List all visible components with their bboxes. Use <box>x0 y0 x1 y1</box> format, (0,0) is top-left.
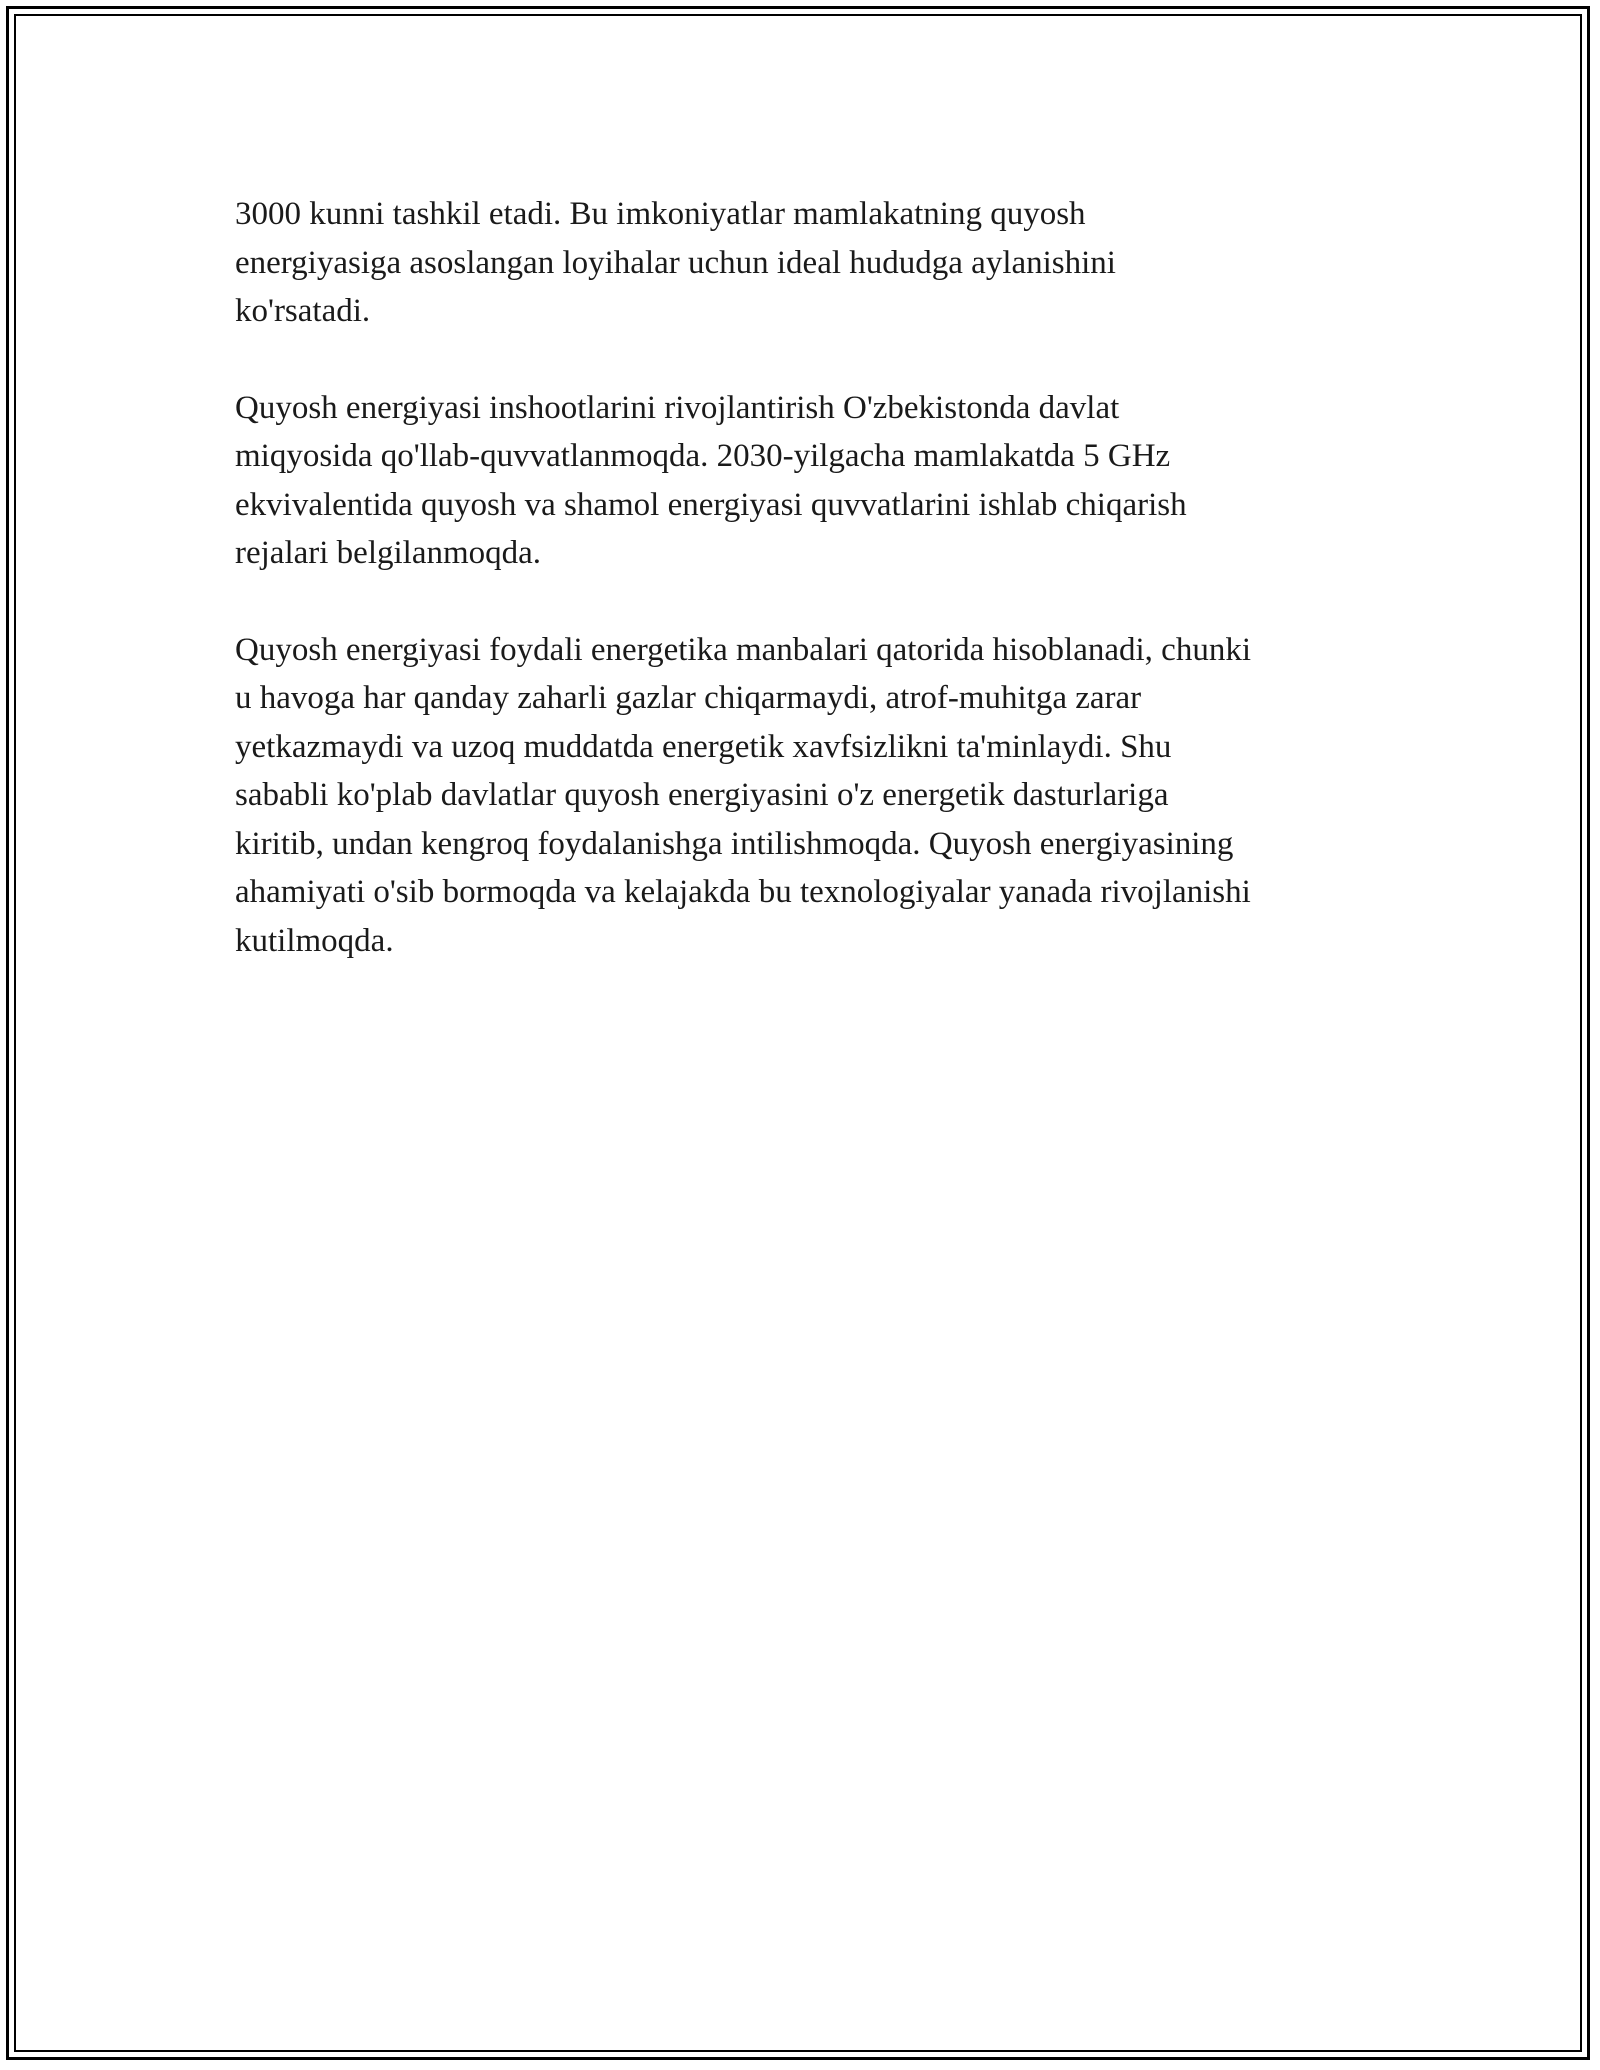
paragraph-3: Quyosh energiyasi foydali energetika manbalari qatorida hisoblanadi, chunki u havoga har qanday zaharli gazlar chiqarmaydi, atrof-muhitga zarar yetkazmaydi va uzoq muddatda energetik xavfsizlikni ta'minlaydi. Shu sababli ko'plab davlatlar quyosh energiyasini o'z energetik dasturlariga kiritib, undan kengroq foydalanishga intilishmoqda. Quyosh energiyasining ahamiyati o'sib bormoqda va kelajakda bu texnologiyalar yanada rivojlanishi kutilmoqda. <box>235 631 1251 959</box>
document-body <box>235 190 1375 1013</box>
paragraph-2: Quyosh energiyasi inshootlarini rivojlantirish O'zbekistonda davlat miqyosida qo'llab-quvvatlanmoqda. 2030-yilgacha mamlakatda 5 GHz ekvivalentida quyosh va shamol energiyasi quvvatlarini ishlab chiqarish rejalari belgilanmoqda. <box>235 389 1187 571</box>
paragraph-1: 3000 kunni tashkil etadi. Bu imkoniyatlar mamlakatning quyosh energiyasiga asoslangan loyihalar uchun ideal hududga aylanishini ko'rsatadi. <box>235 196 1116 329</box>
